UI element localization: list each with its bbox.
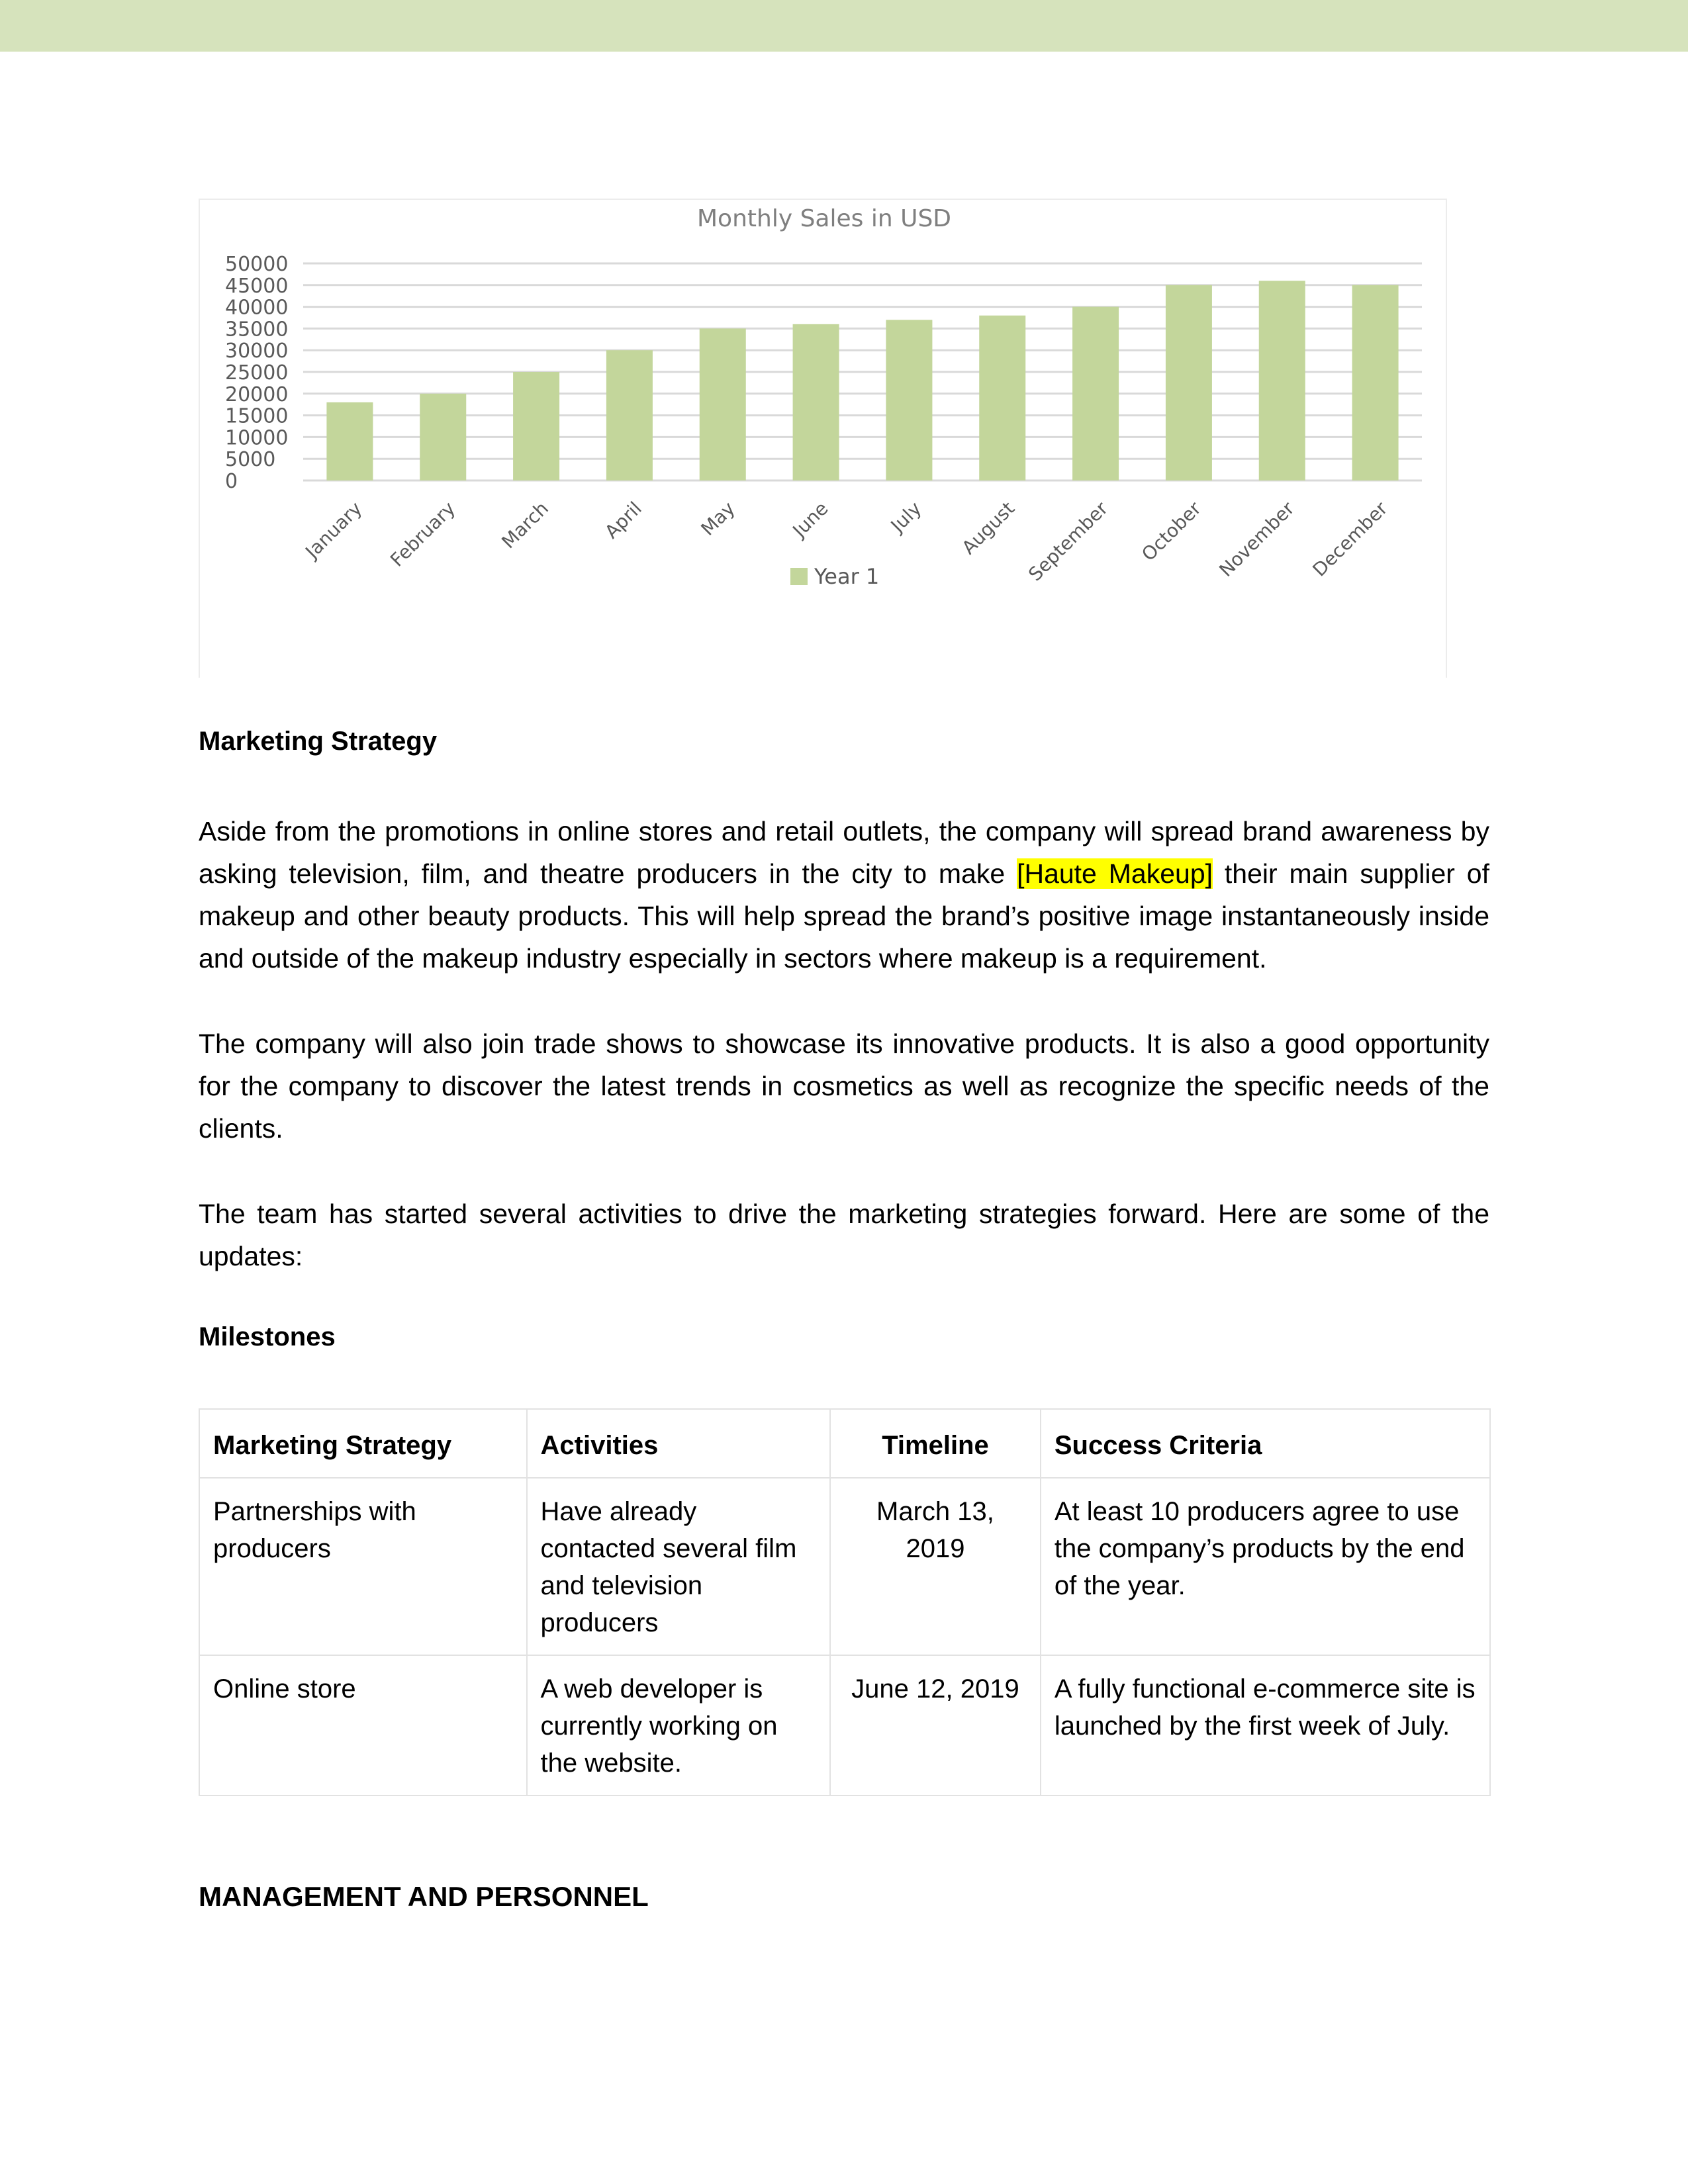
table-row xyxy=(199,1478,1490,1655)
y-tick-label: 30000 xyxy=(225,340,289,363)
management-heading: MANAGEMENT AND PERSONNEL xyxy=(199,1881,649,1912)
sales-chart xyxy=(199,199,1447,678)
y-tick-label: 15000 xyxy=(225,404,289,428)
x-tick-label: July xyxy=(886,497,926,537)
legend-label: Year 1 xyxy=(814,564,880,589)
cell-strategy: Partnerships with producers xyxy=(199,1478,527,1655)
x-tick-label: October xyxy=(1137,497,1205,566)
paragraph-brand-awareness xyxy=(199,810,1489,979)
header-timeline: Timeline xyxy=(830,1409,1041,1478)
y-tick-label: 10000 xyxy=(225,426,289,450)
y-tick-label: 45000 xyxy=(225,274,289,298)
bar xyxy=(1166,285,1212,480)
x-tick-label: January xyxy=(301,497,367,563)
milestones-heading: Milestones xyxy=(199,1322,336,1351)
cell-timeline: March 13, 2019 xyxy=(830,1478,1041,1655)
bar xyxy=(979,316,1025,480)
header-marketing-strategy: Marketing Strategy xyxy=(199,1409,527,1478)
cell-success-criteria: A fully functional e-commerce site is launched by the first week of July. xyxy=(1041,1655,1490,1796)
y-tick-label: 40000 xyxy=(225,296,289,320)
x-tick-label: September xyxy=(1024,497,1113,586)
cell-timeline: June 12, 2019 xyxy=(830,1655,1041,1796)
x-tick-label: November xyxy=(1215,497,1299,581)
bar xyxy=(1072,307,1119,480)
y-tick-label: 5000 xyxy=(225,448,276,472)
cell-activities: A web developer is currently working on the website. xyxy=(527,1655,831,1796)
x-tick-label: April xyxy=(600,497,646,543)
para1-start: Aside from the promotions in online stores and retail outlets, the company will spread brand awareness by asking television, film, and theatre producers in the city to make xyxy=(199,816,1489,889)
table-header-row xyxy=(199,1409,1490,1478)
x-tick-label: December xyxy=(1308,497,1392,581)
cell-strategy: Online store xyxy=(199,1655,527,1796)
y-tick-label: 25000 xyxy=(225,361,289,385)
paragraph-trade-shows: The company will also join trade shows to showcase its innovative products. It is also a good opportunity for the company to discover the latest trends in cosmetics as well as recognize the specific needs of the clients. xyxy=(199,1028,1489,1144)
company-name-highlight: [Haute Makeup] xyxy=(1017,858,1213,889)
marketing-strategy-heading: Marketing Strategy xyxy=(199,727,438,756)
milestones-table xyxy=(199,1408,1491,1796)
cell-success-criteria: At least 10 producers agree to use the company’s products by the end of the year. xyxy=(1041,1478,1490,1655)
header-success-criteria: Success Criteria xyxy=(1041,1409,1490,1478)
y-tick-label: 35000 xyxy=(225,318,289,341)
x-tick-label: August xyxy=(957,497,1019,559)
header-band xyxy=(0,0,1688,52)
y-tick-label: 20000 xyxy=(225,383,289,406)
bar xyxy=(793,324,839,480)
bar xyxy=(326,402,373,480)
cell-activities: Have already contacted several film and television producers xyxy=(527,1478,831,1655)
legend-swatch xyxy=(790,568,808,585)
x-tick-label: March xyxy=(497,497,553,553)
chart-title: Monthly Sales in USD xyxy=(696,205,952,232)
header-activities: Activities xyxy=(527,1409,831,1478)
x-tick-label: June xyxy=(788,497,833,542)
bar xyxy=(606,350,653,480)
para1-end: their main supplier of makeup and other beauty products. This will help spread the brand’s positive image instantaneously inside and outside of the makeup industry especially in sectors where makeup is a requirement. xyxy=(199,858,1489,974)
bar xyxy=(420,394,466,480)
table-row xyxy=(199,1655,1490,1796)
y-tick-label: 0 xyxy=(225,470,238,493)
x-tick-label: May xyxy=(696,497,739,540)
bar xyxy=(886,320,932,480)
chart-canvas xyxy=(200,200,1448,679)
y-tick-label: 50000 xyxy=(225,253,289,276)
bar xyxy=(513,372,559,480)
bar xyxy=(1352,285,1399,480)
bar xyxy=(1259,281,1305,480)
bar xyxy=(700,328,746,480)
x-tick-label: February xyxy=(386,497,460,571)
paragraph-updates: The team has started several activities to drive the marketing strategies forward. Here are some of the updates: xyxy=(199,1199,1489,1271)
